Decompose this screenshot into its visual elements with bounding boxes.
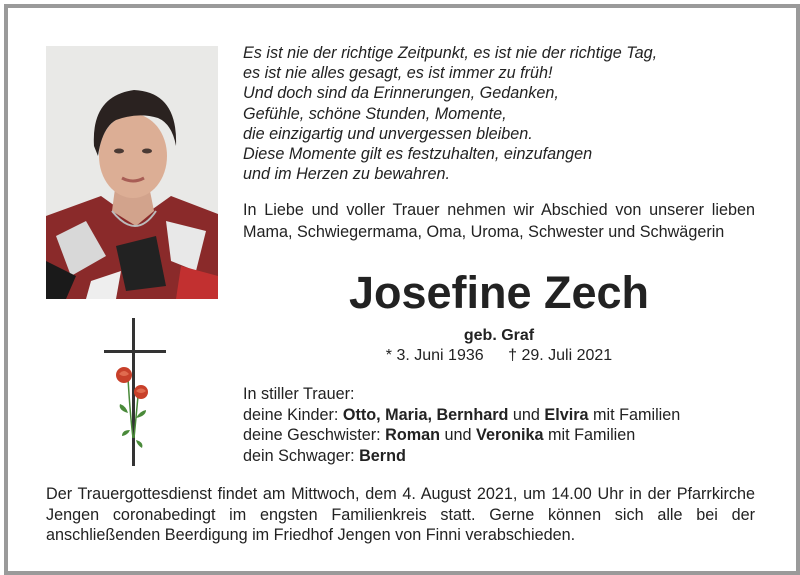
- mourners-brother-in-law: dein Schwager: Bernd: [243, 446, 406, 465]
- mourners-siblings: deine Geschwister: Roman und Veronika mit Familien: [243, 426, 636, 445]
- poem-line: es ist nie alles gesagt, es ist immer zu früh!: [243, 64, 553, 83]
- poem-line: Und doch sind da Erinnerungen, Gedanken,: [243, 84, 559, 103]
- deceased-name: Josefine Zech: [348, 267, 650, 318]
- cross-with-roses-icon: [100, 318, 170, 468]
- poem-line: Diese Momente gilt es festzuhalten, einzufangen: [243, 145, 593, 164]
- poem-line: die einzigartig und unvergessen bleiben.: [243, 124, 533, 143]
- life-dates: [243, 346, 755, 366]
- portrait-photo: [46, 46, 218, 299]
- poem-line: Es ist nie der richtige Zeitpunkt, es ist nie der richtige Tag,: [243, 44, 658, 62]
- birth-date: * 3. Juni 1936: [385, 347, 484, 364]
- mourners-children: deine Kinder: Otto, Maria, Bernhard und Elvira mit Familien: [243, 405, 681, 424]
- intro-text: In Liebe und voller Trauer nehmen wir Abschied von unserer lieben Mama, Schwiegermama, Oma, Uroma, Schwester und Schwägerin: [243, 201, 755, 241]
- poem-line: und im Herzen zu bewahren.: [243, 165, 450, 184]
- poem-line: Gefühle, schöne Stunden, Momente,: [243, 104, 507, 123]
- poem: [243, 43, 763, 184]
- birth-name: geb. Graf: [463, 327, 535, 344]
- mourners-heading: In stiller Trauer:: [243, 385, 355, 403]
- death-date: † 29. Juli 2021: [508, 347, 613, 364]
- mourners-list: [243, 384, 763, 466]
- service-info: Der Trauergottesdienst findet am Mittwoch, dem 4. August 2021, um 14.00 Uhr in der Pfarrkirche Jengen coronabedingt im engsten Familienkreis statt. Gerne können sich alle bei der anschließenden Beerdigung im Friedhof Jengen von Finni verabschieden.: [46, 485, 755, 545]
